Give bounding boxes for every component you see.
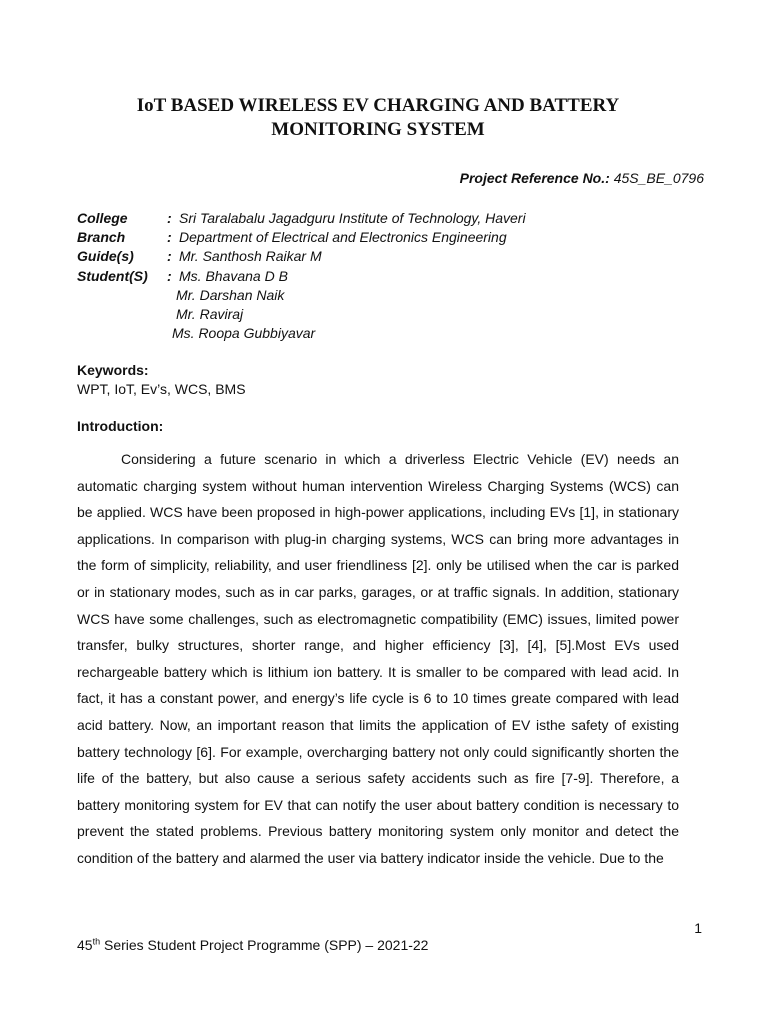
footer-suffix: Series Student Project Programme (SPP) – 2021-22 (100, 937, 429, 953)
footer-prefix: 45 (77, 937, 93, 953)
footer-superscript: th (92, 936, 101, 947)
introduction-body: Considering a future scenario in which a driverless Electric Vehicle (EV) needs an automatic charging system without human intervention Wireless Charging Systems (WCS) can be applied. WCS have been proposed in high-power applications, including EVs [1], in stationary applications. In comparison with plug-in charging systems, WCS can bring more advantages in the form of simplicity, reliability, and user friendliness [2]. only be utilised when the car is parked or in stationary modes, such as in car parks, garages, or at traffic signals. In addition, stationary WCS have some challenges, such as electromagnetic compatibility (EMC) issues, limited power transfer, bulky structures, shorter range, and higher efficiency [3], [4], [5].Most EVs used rechargeable battery which is lithium ion battery. It is smaller to be compared with lead acid. In fact, it has a constant power, and energy’s life cycle is 6 to 10 times greate compared with lead acid battery. Now, an important reason that limits the application of EV isthe safety of existing battery technology [6]. For example, overcharging battery not only could significantly shorten the life of the battery, but also cause a serious safety accidents such as fire [7-9]. Therefore, a battery monitoring system for EV that can notify the user about battery condition is necessary to prevent the stated problems. Previous battery monitoring system only monitor and detect the condition of the battery and alarmed the user via battery indicator inside the vehicle. Due to the (77, 451, 679, 866)
document-title-line-1: IoT BASED WIRELESS EV CHARGING AND BATTERY (136, 95, 620, 116)
keywords-text: WPT, IoT, Ev’s, WCS, BMS (77, 381, 246, 397)
branch-value: Department of Electrical and Electronics Engineering (179, 229, 507, 246)
branch-separator: : (167, 229, 172, 246)
college-separator: : (167, 210, 172, 226)
student-name: Ms. Bhavana D B (179, 267, 288, 284)
keywords-heading: Keywords: (77, 362, 149, 378)
students-separator: : (167, 267, 172, 284)
guides-value: Mr. Santhosh Raikar M (179, 248, 322, 265)
project-reference-label: Project Reference No.: (459, 170, 610, 186)
page-number: 1 (694, 920, 702, 936)
students-label: Student(S) (77, 267, 148, 284)
project-reference-value: 45S_BE_0796 (613, 170, 704, 186)
branch-label: Branch (77, 229, 126, 246)
project-reference (460, 170, 704, 186)
student-name: Mr. Darshan Naik (176, 286, 285, 303)
document-title-line-2: MONITORING SYSTEM (271, 119, 485, 140)
footer (77, 937, 428, 953)
introduction-heading: Introduction: (77, 418, 164, 434)
student-name: Ms. Roopa Gubbiyavar (172, 325, 316, 342)
college-value: Sri Taralabalu Jagadguru Institute of Technology, Haveri (179, 210, 526, 226)
college-label: College (77, 210, 128, 226)
student-name: Mr. Raviraj (176, 305, 244, 322)
guides-label: Guide(s) (77, 248, 134, 265)
guides-separator: : (167, 248, 172, 265)
